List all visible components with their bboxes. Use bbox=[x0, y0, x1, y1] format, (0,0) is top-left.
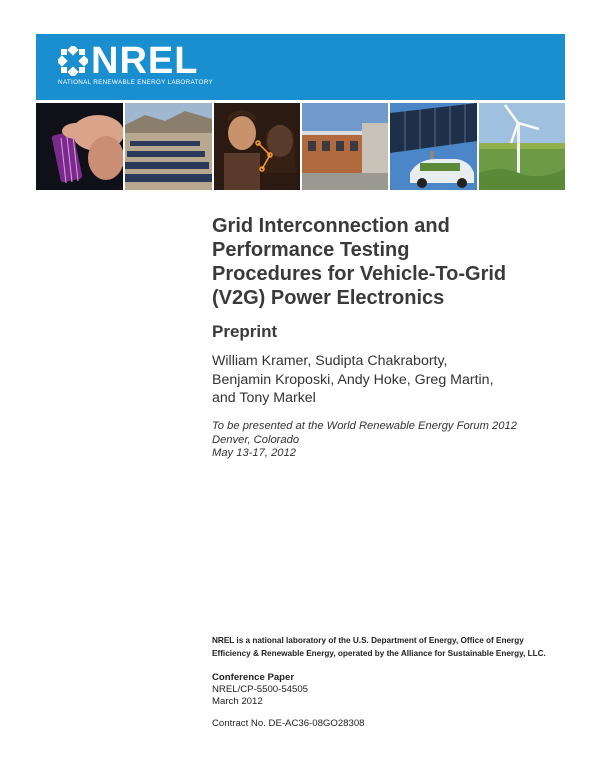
nrel-logo-mark-icon bbox=[58, 46, 88, 76]
venue-line: May 13-17, 2012 bbox=[212, 447, 296, 459]
title-line: Performance Testing bbox=[212, 239, 410, 261]
photo-building bbox=[302, 103, 388, 190]
title-line: Grid Interconnection and bbox=[212, 215, 450, 237]
contract-number: Contract No. DE-AC36-08GO28308 bbox=[212, 718, 365, 729]
logo-subtitle: NATIONAL RENEWABLE ENERGY LABORATORY bbox=[58, 79, 213, 86]
authors bbox=[212, 352, 494, 408]
venue-info bbox=[212, 420, 517, 461]
statement-line: Efficiency & Renewable Energy, operated by the Alliance for Sustainable Energy, LLC. bbox=[212, 648, 546, 658]
photo-researchers bbox=[214, 103, 300, 190]
venue-line: Denver, Colorado bbox=[212, 433, 300, 446]
nrel-statement bbox=[212, 635, 546, 660]
document-subtitle: Preprint bbox=[212, 322, 278, 341]
title-line: Procedures for Vehicle-To-Grid bbox=[212, 263, 507, 285]
venue-line: To be presented at the World Renewable Energy Forum 2012 bbox=[212, 420, 517, 432]
nrel-logo bbox=[58, 40, 298, 92]
document-type: Conference Paper bbox=[212, 672, 295, 683]
report-info bbox=[212, 684, 308, 708]
photo-solar-cell bbox=[36, 103, 123, 190]
document-title bbox=[212, 214, 572, 310]
photo-solar-carport-ev bbox=[390, 103, 477, 190]
title-line: (V2G) Power Electronics bbox=[212, 287, 445, 309]
authors-line: Benjamin Kroposki, Andy Hoke, Greg Martin, bbox=[212, 371, 494, 388]
authors-line: and Tony Markel bbox=[212, 390, 316, 406]
report-date: March 2012 bbox=[212, 696, 263, 707]
photo-solar-field bbox=[125, 103, 212, 190]
photo-strip bbox=[36, 103, 565, 190]
logo-wordmark: NREL bbox=[91, 40, 199, 82]
header-banner bbox=[36, 34, 565, 100]
authors-line: William Kramer, Sudipta Chakraborty, bbox=[212, 353, 448, 369]
report-number: NREL/CP-5500-54505 bbox=[212, 684, 308, 695]
photo-wind-turbine bbox=[479, 103, 565, 190]
statement-line: NREL is a national laboratory of the U.S. Department of Energy, Office of Energy bbox=[212, 636, 524, 645]
